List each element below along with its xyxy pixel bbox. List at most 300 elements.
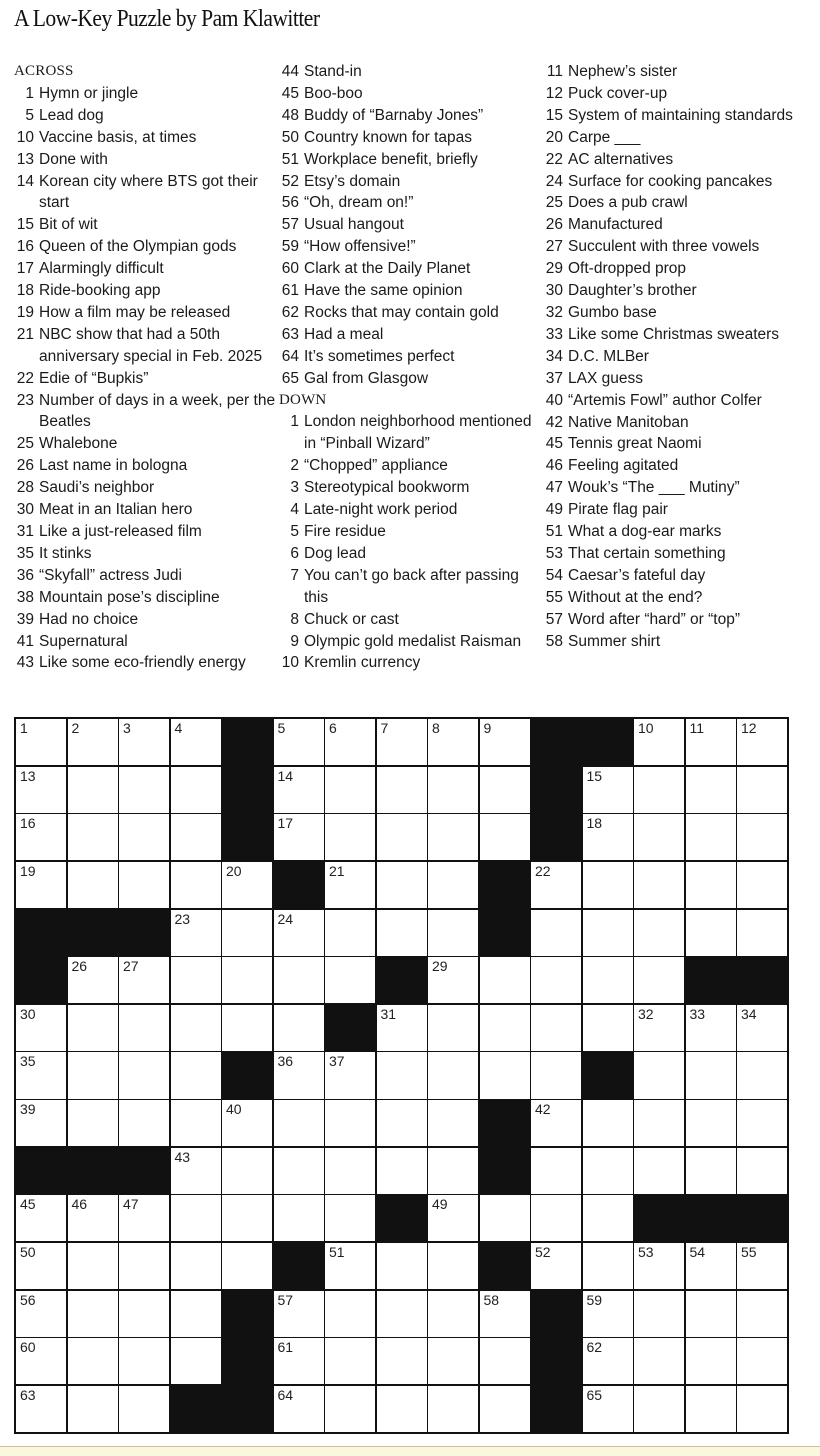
grid-cell[interactable]: [222, 862, 272, 908]
grid-cell[interactable]: [119, 1195, 169, 1241]
grid-cell[interactable]: [480, 1005, 530, 1051]
grid-cell[interactable]: [686, 719, 736, 765]
cell-number: 49: [432, 1196, 448, 1213]
grid-cell[interactable]: [737, 1052, 787, 1098]
clue-column-1: [14, 61, 276, 674]
grid-cell[interactable]: [119, 1100, 169, 1146]
grid-cell[interactable]: [325, 1148, 375, 1194]
grid-cell[interactable]: [325, 1291, 375, 1337]
clue-text: Usual hangout: [304, 216, 404, 234]
grid-cell[interactable]: [428, 719, 478, 765]
grid-cell[interactable]: [737, 1148, 787, 1194]
clue-number: 27: [545, 238, 563, 256]
clue-number: 44: [281, 63, 299, 80]
black-square: [480, 1100, 530, 1146]
grid-cell[interactable]: [325, 1100, 375, 1146]
black-square: [531, 1386, 581, 1432]
clue-text: Buddy of “Barnaby Jones”: [304, 106, 484, 124]
grid-cell[interactable]: [171, 1148, 221, 1194]
grid-cell[interactable]: [583, 1195, 633, 1241]
grid-cell[interactable]: [737, 814, 787, 860]
grid-cell[interactable]: [428, 957, 478, 1003]
grid-cell[interactable]: [480, 767, 530, 813]
clue-number: 63: [281, 325, 299, 343]
grid-cell[interactable]: [583, 1243, 633, 1289]
grid-cell[interactable]: [68, 767, 118, 813]
grid-cell[interactable]: [634, 1005, 684, 1051]
grid-cell[interactable]: [686, 1386, 736, 1432]
grid-cell[interactable]: [480, 1052, 530, 1098]
grid-cell[interactable]: [686, 1052, 736, 1098]
grid-cell[interactable]: [428, 862, 478, 908]
grid-cell[interactable]: [16, 1243, 66, 1289]
grid-cell[interactable]: [377, 1100, 427, 1146]
grid-cell[interactable]: [171, 719, 221, 765]
grid-cell[interactable]: [531, 1100, 581, 1146]
grid-cell[interactable]: [428, 1338, 478, 1384]
grid-cell[interactable]: [171, 1291, 221, 1337]
grid-cell[interactable]: [634, 957, 684, 1003]
grid-cell[interactable]: [171, 1052, 221, 1098]
grid-cell[interactable]: [480, 1195, 530, 1241]
grid-cell[interactable]: [480, 719, 530, 765]
grid-cell[interactable]: [686, 1338, 736, 1384]
grid-cell[interactable]: [171, 910, 221, 956]
black-square: [480, 1148, 530, 1194]
grid-cell[interactable]: [171, 1338, 221, 1384]
clue-text: Caesar’s fateful day: [568, 566, 706, 584]
grid-cell[interactable]: [531, 957, 581, 1003]
grid-cell[interactable]: [583, 1148, 633, 1194]
grid-cell[interactable]: [531, 910, 581, 956]
grid-cell[interactable]: [634, 1148, 684, 1194]
grid-cell[interactable]: [119, 862, 169, 908]
clue-down-34: [543, 346, 813, 368]
grid-cell[interactable]: [16, 719, 66, 765]
grid-cell[interactable]: [480, 957, 530, 1003]
grid-cell[interactable]: [737, 719, 787, 765]
grid-cell[interactable]: [634, 1291, 684, 1337]
grid-cell[interactable]: [16, 767, 66, 813]
grid-cell[interactable]: [171, 767, 221, 813]
grid-cell[interactable]: [737, 862, 787, 908]
grid-cell[interactable]: [325, 957, 375, 1003]
grid-cell[interactable]: [480, 1291, 530, 1337]
clue-text: NBC show that had a 50th anniversary special in Feb. 2025: [39, 325, 263, 365]
clue-number: 34: [545, 347, 563, 365]
grid-cell[interactable]: [119, 1243, 169, 1289]
grid-cell[interactable]: [119, 957, 169, 1003]
clue-number: 14: [16, 172, 34, 190]
cell-number: 39: [20, 1101, 36, 1118]
grid-cell[interactable]: [274, 957, 324, 1003]
cell-number: 5: [277, 720, 286, 736]
grid-cell[interactable]: [428, 1243, 478, 1289]
grid-cell[interactable]: [634, 1243, 684, 1289]
grid-cell[interactable]: [274, 1100, 324, 1146]
cell-number: 22: [535, 862, 551, 879]
grid-cell[interactable]: [325, 814, 375, 860]
grid-cell[interactable]: [325, 767, 375, 813]
clue-column-2: [279, 61, 541, 674]
cell-number: 4: [174, 720, 183, 736]
grid-cell[interactable]: [428, 767, 478, 813]
cell-number: 58: [483, 1291, 500, 1308]
grid-cell[interactable]: [222, 957, 272, 1003]
grid-cell[interactable]: [325, 719, 375, 765]
clue-number: 52: [281, 172, 299, 190]
clue-across-36: [14, 565, 276, 587]
clue-across-52: [279, 171, 541, 193]
grid-cell[interactable]: [634, 862, 684, 908]
clue-number: 54: [545, 566, 563, 584]
clue-down-27: [543, 236, 813, 258]
grid-cell[interactable]: [531, 1148, 581, 1194]
clue-number: 57: [281, 216, 299, 234]
grid-cell[interactable]: [428, 1052, 478, 1098]
grid-cell[interactable]: [686, 1291, 736, 1337]
clue-across-18: [14, 280, 276, 302]
grid-cell[interactable]: [119, 1005, 169, 1051]
grid-cell[interactable]: [377, 719, 427, 765]
grid-cell[interactable]: [737, 1005, 787, 1051]
grid-cell[interactable]: [68, 1100, 118, 1146]
grid-cell[interactable]: [377, 1005, 427, 1051]
grid-cell[interactable]: [274, 1386, 324, 1432]
clue-number: 55: [545, 588, 563, 606]
grid-cell[interactable]: [686, 814, 736, 860]
clue-text: Last name in bologna: [39, 457, 188, 475]
grid-cell[interactable]: [428, 1195, 478, 1241]
cell-number: 26: [71, 958, 88, 975]
clue-down-8: [279, 609, 541, 631]
grid-cell[interactable]: [583, 767, 633, 813]
black-square: [583, 719, 633, 765]
grid-cell[interactable]: [171, 814, 221, 860]
grid-cell[interactable]: [325, 1243, 375, 1289]
cell-number: 24: [277, 910, 294, 927]
clue-down-37: [543, 368, 813, 390]
clue-number: 25: [16, 435, 34, 453]
grid-cell[interactable]: [737, 1100, 787, 1146]
clue-across-57: [279, 214, 541, 236]
grid-cell[interactable]: [686, 910, 736, 956]
grid-cell[interactable]: [222, 1243, 272, 1289]
grid-cell[interactable]: [686, 1100, 736, 1146]
clue-number: 17: [16, 260, 34, 278]
grid-cell[interactable]: [428, 1005, 478, 1051]
grid-cell[interactable]: [119, 719, 169, 765]
grid-cell[interactable]: [583, 910, 633, 956]
grid-cell[interactable]: [737, 767, 787, 813]
grid-cell[interactable]: [325, 1338, 375, 1384]
grid-cell[interactable]: [377, 1338, 427, 1384]
clue-text: Lead dog: [39, 106, 104, 124]
black-square: [222, 719, 272, 765]
clue-number: 39: [16, 610, 34, 628]
grid-cell[interactable]: [583, 814, 633, 860]
grid-cell[interactable]: [531, 1005, 581, 1051]
grid-cell[interactable]: [171, 1243, 221, 1289]
grid-cell[interactable]: [68, 1338, 118, 1384]
grid-cell[interactable]: [119, 814, 169, 860]
clue-number: 8: [290, 610, 299, 628]
grid-cell[interactable]: [16, 1386, 66, 1432]
grid-cell[interactable]: [325, 1386, 375, 1432]
grid-cell[interactable]: [428, 1291, 478, 1337]
grid-cell[interactable]: [634, 1052, 684, 1098]
grid-cell[interactable]: [480, 1386, 530, 1432]
clue-text: London neighborhood mentioned in “Pinball Wizard”: [304, 413, 532, 453]
grid-cell[interactable]: [737, 1291, 787, 1337]
grid-cell[interactable]: [274, 767, 324, 813]
clue-down-15: [543, 105, 813, 127]
grid-cell[interactable]: [274, 1195, 324, 1241]
black-square: [16, 1148, 66, 1194]
grid-cell[interactable]: [634, 1386, 684, 1432]
grid-cell[interactable]: [68, 862, 118, 908]
grid-cell[interactable]: [737, 1243, 787, 1289]
clue-down-12: [543, 83, 813, 105]
black-square: [222, 814, 272, 860]
clue-text: Clark at the Daily Planet: [304, 260, 471, 278]
grid-cell[interactable]: [531, 1243, 581, 1289]
grid-cell[interactable]: [377, 862, 427, 908]
grid-cell[interactable]: [583, 1100, 633, 1146]
grid-cell[interactable]: [222, 910, 272, 956]
cell-number: 13: [20, 767, 36, 784]
clue-across-38: [14, 587, 276, 609]
grid-cell[interactable]: [686, 1005, 736, 1051]
black-square: [531, 1338, 581, 1384]
grid-cell[interactable]: [68, 1052, 118, 1098]
grid-cell[interactable]: [634, 767, 684, 813]
grid-cell[interactable]: [480, 1338, 530, 1384]
grid-cell[interactable]: [274, 814, 324, 860]
clue-text: Olympic gold medalist Raisman: [304, 632, 522, 650]
black-square: [222, 767, 272, 813]
black-square: [325, 1005, 375, 1051]
grid-cell[interactable]: [171, 1005, 221, 1051]
clue-down-33: [543, 324, 813, 346]
grid-cell[interactable]: [634, 1338, 684, 1384]
clue-number: 6: [290, 544, 299, 562]
clue-text: Puck cover-up: [568, 84, 668, 102]
cell-number: 36: [277, 1053, 294, 1070]
grid-cell[interactable]: [634, 1100, 684, 1146]
grid-cell[interactable]: [16, 1052, 66, 1098]
clue-down-54: [543, 565, 813, 587]
grid-cell[interactable]: [119, 767, 169, 813]
clue-across-51: [279, 149, 541, 171]
grid-cell[interactable]: [377, 767, 427, 813]
grid-cell[interactable]: [119, 1291, 169, 1337]
grid-cell[interactable]: [16, 1338, 66, 1384]
grid-cell[interactable]: [68, 1243, 118, 1289]
clue-number: 48: [281, 106, 299, 124]
grid-cell[interactable]: [583, 1338, 633, 1384]
grid-cell[interactable]: [377, 1148, 427, 1194]
clue-text: Dog lead: [304, 544, 367, 562]
grid-cell[interactable]: [737, 1386, 787, 1432]
grid-cell[interactable]: [68, 719, 118, 765]
grid-cell[interactable]: [737, 1338, 787, 1384]
grid-cell[interactable]: [634, 719, 684, 765]
grid-cell[interactable]: [686, 1243, 736, 1289]
grid-cell[interactable]: [274, 1291, 324, 1337]
clue-number: 15: [16, 216, 34, 234]
grid-cell[interactable]: [222, 1148, 272, 1194]
clue-number: 43: [16, 654, 34, 672]
grid-cell[interactable]: [274, 1148, 324, 1194]
clue-text: Whalebone: [39, 435, 118, 453]
grid-cell[interactable]: [325, 910, 375, 956]
grid-cell[interactable]: [16, 1005, 66, 1051]
grid-cell[interactable]: [274, 719, 324, 765]
grid-cell[interactable]: [68, 814, 118, 860]
grid-cell[interactable]: [222, 1005, 272, 1051]
grid-cell[interactable]: [119, 1386, 169, 1432]
grid-cell[interactable]: [531, 1052, 581, 1098]
clue-down-51: [543, 521, 813, 543]
clue-number: 60: [281, 260, 299, 278]
grid-cell[interactable]: [274, 910, 324, 956]
grid-cell[interactable]: [634, 910, 684, 956]
grid-cell[interactable]: [274, 1005, 324, 1051]
clue-text: Meat in an Italian hero: [39, 501, 193, 519]
clue-text: Oft-dropped prop: [568, 260, 687, 278]
grid-cell[interactable]: [583, 1386, 633, 1432]
clue-across-60: [279, 258, 541, 280]
grid-cell[interactable]: [377, 1291, 427, 1337]
grid-cell[interactable]: [737, 910, 787, 956]
clue-number: 12: [545, 84, 563, 102]
grid-cell[interactable]: [68, 1005, 118, 1051]
cell-number: 57: [277, 1291, 294, 1308]
cell-number: 45: [20, 1196, 36, 1213]
clue-across-50: [279, 127, 541, 149]
grid-cell[interactable]: [325, 862, 375, 908]
black-square: [119, 1148, 169, 1194]
clue-across-5: [14, 105, 276, 127]
grid-cell[interactable]: [16, 1100, 66, 1146]
grid-cell[interactable]: [531, 1195, 581, 1241]
black-square: [480, 1243, 530, 1289]
grid-cell[interactable]: [377, 1243, 427, 1289]
grid-cell[interactable]: [377, 910, 427, 956]
clue-across-30: [14, 499, 276, 521]
clue-text: Queen of the Olympian gods: [39, 238, 237, 256]
cell-number: 43: [174, 1148, 191, 1165]
clue-across-65: [279, 368, 541, 390]
grid-cell[interactable]: [68, 1291, 118, 1337]
clue-number: 36: [16, 566, 34, 584]
clue-across-64: [279, 346, 541, 368]
grid-cell[interactable]: [428, 910, 478, 956]
clue-text: Had no choice: [39, 610, 139, 628]
grid-cell[interactable]: [428, 1386, 478, 1432]
clue-across-41: [14, 631, 276, 653]
clue-down-32: [543, 302, 813, 324]
grid-cell[interactable]: [171, 1100, 221, 1146]
grid-cell[interactable]: [686, 767, 736, 813]
black-square: [480, 862, 530, 908]
cell-number: 63: [20, 1386, 36, 1403]
grid-cell[interactable]: [171, 957, 221, 1003]
cell-number: 20: [226, 862, 242, 879]
clue-down-49: [543, 499, 813, 521]
clue-down-7: [279, 565, 541, 609]
grid-cell[interactable]: [16, 862, 66, 908]
grid-cell[interactable]: [583, 1291, 633, 1337]
grid-cell[interactable]: [377, 814, 427, 860]
clue-number: 11: [546, 63, 563, 80]
grid-cell[interactable]: [68, 1195, 118, 1241]
grid-cell[interactable]: [274, 1052, 324, 1098]
grid-cell[interactable]: [68, 1386, 118, 1432]
clue-number: 5: [290, 523, 299, 541]
grid-cell[interactable]: [171, 1195, 221, 1241]
clue-down-9: [279, 631, 541, 653]
grid-cell[interactable]: [377, 1052, 427, 1098]
grid-cell[interactable]: [16, 1195, 66, 1241]
cell-number: 62: [586, 1339, 603, 1356]
grid-cell[interactable]: [16, 814, 66, 860]
grid-cell[interactable]: [222, 1195, 272, 1241]
grid-cell[interactable]: [686, 862, 736, 908]
grid-cell[interactable]: [428, 814, 478, 860]
clue-number: 62: [281, 303, 299, 321]
black-square: [119, 910, 169, 956]
grid-cell[interactable]: [377, 1386, 427, 1432]
grid-cell[interactable]: [583, 1005, 633, 1051]
cell-number: 14: [277, 767, 294, 784]
cell-number: 64: [277, 1386, 294, 1403]
grid-cell[interactable]: [634, 814, 684, 860]
grid-cell[interactable]: [119, 1338, 169, 1384]
clue-text: Summer shirt: [568, 632, 661, 650]
grid-cell[interactable]: [274, 1338, 324, 1384]
clue-number: 20: [545, 128, 563, 146]
grid-cell[interactable]: [686, 1148, 736, 1194]
grid-cell[interactable]: [325, 1052, 375, 1098]
clue-text: Word after “hard” or “top”: [568, 610, 740, 628]
grid-cell[interactable]: [16, 1291, 66, 1337]
grid-cell[interactable]: [428, 1148, 478, 1194]
grid-cell[interactable]: [119, 1052, 169, 1098]
grid-cell[interactable]: [222, 1100, 272, 1146]
grid-cell[interactable]: [171, 862, 221, 908]
black-square: [686, 1195, 736, 1241]
grid-cell[interactable]: [531, 862, 581, 908]
clue-number: 22: [545, 150, 563, 168]
grid-cell[interactable]: [583, 862, 633, 908]
grid-cell[interactable]: [583, 957, 633, 1003]
clue-number: 61: [281, 282, 299, 300]
clue-text: Feeling agitated: [568, 457, 679, 475]
clue-down-30: [543, 280, 813, 302]
clue-number: 26: [16, 457, 34, 475]
clue-text: System of maintaining standards: [568, 106, 793, 124]
grid-cell[interactable]: [68, 957, 118, 1003]
grid-cell[interactable]: [428, 1100, 478, 1146]
clue-text: How a film may be released: [39, 303, 231, 321]
clue-down-4: [279, 499, 541, 521]
black-square: [222, 1291, 272, 1337]
grid-cell[interactable]: [480, 814, 530, 860]
clue-text: Nephew’s sister: [568, 63, 678, 80]
grid-cell[interactable]: [325, 1195, 375, 1241]
